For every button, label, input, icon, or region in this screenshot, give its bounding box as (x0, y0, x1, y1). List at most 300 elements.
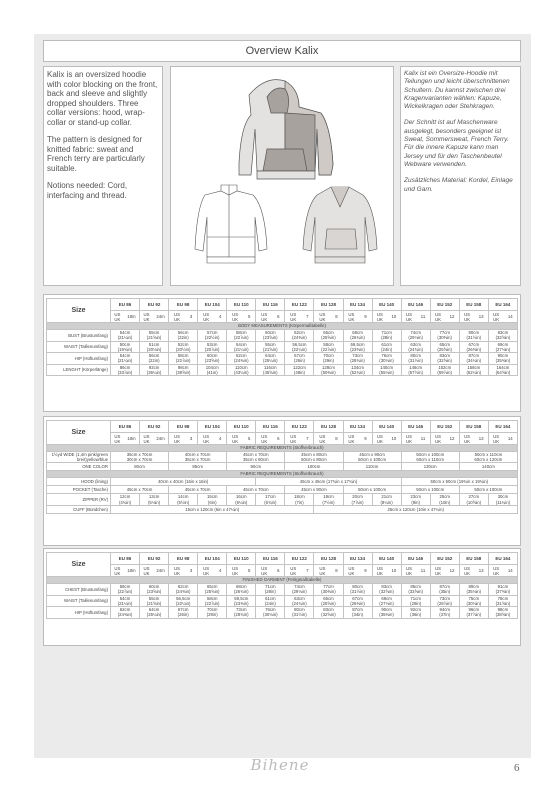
us-uk-wrap (460, 566, 488, 576)
us-uk-wrap (285, 434, 313, 444)
us-uk-size (140, 433, 169, 445)
us-label: US (114, 311, 121, 317)
row-label: WAIST (Taillenumfang) (47, 595, 111, 607)
value-inch: (29in) (322, 358, 334, 364)
value-cm: 62cm (177, 584, 189, 590)
fabric-cell (111, 452, 169, 463)
measurement-cell (401, 353, 430, 365)
row-label: HOOD (lining) (47, 478, 111, 486)
size-label: Size (47, 299, 111, 323)
value-inch: (35in) (439, 589, 451, 595)
fabric-requirements-body (47, 421, 518, 514)
uk-label: UK (290, 570, 297, 576)
measurement-cell (488, 364, 517, 376)
us-uk-wrap (198, 434, 226, 444)
us-uk-size (140, 311, 169, 323)
us-uk-wrap (285, 312, 313, 322)
pocket-cell: 45cm x 70cm (227, 486, 285, 494)
row-label: POCKET (Tasche) (47, 486, 111, 494)
us-label: US (114, 565, 121, 571)
measurement-cell (285, 595, 314, 607)
us-uk-size (227, 311, 256, 323)
value-inch: (25⅝in) (321, 600, 336, 606)
measurement-cell (459, 341, 488, 353)
zipper-cell (430, 494, 459, 505)
measurement-cell (140, 341, 169, 353)
measurement-cell (314, 330, 343, 342)
us-uk-wrap (402, 312, 430, 322)
value-cm: 92cm (148, 364, 160, 370)
value-cm: 59,5cm (350, 341, 365, 347)
us-uk-value: 24m (156, 436, 165, 441)
measurement-cell (459, 330, 488, 342)
eu-size-header: EU 110 (227, 299, 256, 311)
us-uk-labels (203, 434, 209, 444)
value-cm: 87cm (439, 584, 450, 590)
fabric-requirements-box (43, 416, 521, 546)
us-uk-size (430, 433, 459, 445)
value-inch: (31⅝in) (495, 600, 511, 606)
us-uk-labels (261, 566, 267, 576)
measurement-cell (169, 364, 198, 376)
uk-label: UK (203, 438, 210, 444)
measurement-cell (285, 341, 314, 353)
fabric-cell (227, 452, 285, 463)
eu-size-header: EU 158 (459, 553, 488, 565)
value-inch: (7½in) (322, 499, 335, 505)
uk-label: UK (114, 438, 121, 444)
fabric-amount-b: 35cm x 80cm (243, 457, 269, 463)
measurement-cell (372, 330, 401, 342)
value-cm: 62cm (294, 330, 305, 336)
us-uk-labels (319, 434, 325, 444)
value-inch: (52¾in) (350, 369, 365, 375)
value-cm: 68cm (236, 584, 247, 590)
us-uk-wrap (373, 434, 401, 444)
value-inch: (30⅛in) (466, 600, 482, 606)
value-cm: 55cm (148, 330, 160, 336)
us-uk-value: 6 (277, 436, 280, 441)
table-row (47, 311, 518, 323)
row-label: BUST (Brustumfang) (47, 330, 111, 342)
value-inch: (20⅞in) (204, 346, 220, 352)
cuff-cell: 25cm x 120cm (10in x 47¼in) (314, 505, 518, 513)
value-cm: 55cm (265, 341, 276, 347)
value-inch: (24⅜in) (117, 612, 133, 618)
eu-size-header: EU 92 (140, 299, 169, 311)
eu-size-header: EU 152 (430, 421, 459, 433)
uk-label: UK (376, 570, 383, 576)
value-cm: 76cm (381, 353, 392, 359)
value-inch: (33⅝in) (408, 589, 423, 595)
value-cm: 152cm (438, 364, 452, 370)
value-inch: (24in) (264, 600, 276, 606)
measurement-cell (227, 353, 256, 365)
value-cm: 73cm (236, 607, 247, 613)
intro-german (400, 66, 521, 286)
value-cm: 140cm (380, 364, 394, 370)
value-cm: 67cm (294, 353, 305, 359)
value-inch: (23⅝in) (146, 589, 162, 595)
us-uk-labels (114, 566, 120, 576)
value-cm: 73cm (352, 353, 363, 359)
value-cm: 92cm (410, 607, 421, 613)
us-uk-labels (493, 566, 499, 576)
value-cm: 77cm (439, 330, 450, 336)
zipper-cell (111, 494, 140, 505)
value-inch: (37⅞in) (466, 612, 482, 618)
us-label: US (174, 565, 181, 571)
eu-size-header: EU 140 (372, 421, 401, 433)
us-label: US (143, 311, 150, 317)
fabric-cell: 110cm (343, 463, 401, 471)
measurement-cell (198, 353, 227, 365)
table-row (47, 445, 518, 452)
hood-cell: 40cm x 40cm (16in x 16in) (111, 478, 256, 486)
value-inch: (32⅝in) (379, 589, 394, 595)
measurement-cell (111, 330, 140, 342)
value-cm: 77cm (323, 584, 334, 590)
table-row (47, 584, 518, 596)
measurement-cell (401, 341, 430, 353)
variant-yellow-blue: yellow/blue (86, 457, 108, 463)
value-cm: 54cm (236, 341, 247, 347)
uk-label: UK (435, 316, 441, 322)
us-uk-wrap (285, 566, 313, 576)
value-cm: 54cm (119, 595, 131, 601)
uk-label: UK (290, 316, 297, 322)
us-uk-wrap (169, 434, 197, 444)
value-inch: (28in) (264, 589, 276, 595)
measurement-cell (111, 607, 140, 619)
measurement-cell (459, 595, 488, 607)
value-inch: (37in) (439, 612, 451, 618)
us-uk-value: 13 (478, 314, 484, 319)
row-label: LENGHT (Körperlänge) (47, 364, 111, 376)
uk-label: UK (435, 438, 441, 444)
hoodie-front-colorblock (239, 80, 333, 179)
us-uk-size (198, 433, 227, 445)
uk-label: UK (493, 316, 500, 322)
measurement-cell (111, 341, 140, 353)
us-label: US (232, 433, 239, 439)
zipper-cell (372, 494, 401, 505)
intro-english (43, 66, 163, 286)
value-inch: (32⅝in) (495, 335, 511, 341)
value-inch: (7in) (295, 499, 304, 505)
value-inch: (21⅝in) (146, 600, 162, 606)
fabric-amount-b: 30cm x 70cm (126, 457, 153, 463)
value-inch: (37⅜in) (495, 589, 511, 595)
value-inch: (21¼in) (117, 335, 133, 341)
us-uk-labels (114, 434, 120, 444)
us-label: US (348, 433, 355, 439)
us-label: US (319, 433, 326, 439)
value-inch: (7⅞in) (351, 499, 364, 505)
measurement-cell (488, 595, 517, 607)
us-uk-value: 3 (189, 314, 193, 319)
measurement-cell (227, 595, 256, 607)
value-cm: 60cm (265, 330, 276, 336)
measurement-cell (198, 607, 227, 619)
value-inch: (23⅜in) (233, 600, 249, 606)
us-uk-labels (143, 566, 149, 576)
table-row (47, 433, 518, 445)
us-uk-value: 8 (335, 436, 338, 441)
value-inch: (26in) (293, 358, 305, 364)
measurement-cell (372, 584, 401, 596)
value-inch: (22⅞in) (175, 358, 191, 364)
uk-label: UK (493, 438, 500, 444)
measurement-cell (227, 607, 256, 619)
value-inch: (24in) (381, 346, 393, 352)
us-uk-value: 6 (277, 568, 280, 573)
measurement-cell (169, 330, 198, 342)
us-uk-labels (174, 434, 180, 444)
section-header: FABRIC REQUIREMENTS (Stoffverbrauch) (47, 471, 518, 478)
zipper-cell (140, 494, 169, 505)
value-cm: 91cm (497, 584, 509, 590)
us-uk-labels (348, 566, 354, 576)
us-label: US (143, 433, 150, 439)
value-cm: 23cm (410, 494, 421, 500)
us-uk-value: 10 (391, 314, 397, 319)
row-label: CUFF (Bündchen) (47, 505, 111, 513)
us-label: US (348, 565, 355, 571)
us-uk-size (285, 433, 314, 445)
us-uk-size (256, 565, 285, 577)
body-measurements-table (46, 298, 518, 376)
us-uk-labels (114, 312, 120, 322)
value-cm: 61cm (265, 595, 276, 601)
table-row (47, 471, 518, 478)
measurement-cell (372, 595, 401, 607)
value-cm: 86cm (119, 364, 131, 370)
eu-size-header: EU 146 (401, 553, 430, 565)
us-uk-value: 13 (478, 568, 484, 573)
value-cm: 54cm (119, 330, 131, 336)
us-uk-size (430, 565, 459, 577)
value-cm: 74cm (410, 330, 421, 336)
value-inch: (35⅜in) (379, 612, 394, 618)
measurement-cell (227, 341, 256, 353)
value-inch: (24¾in) (292, 600, 307, 606)
table-row (47, 553, 518, 565)
eu-size-header: EU 104 (198, 421, 227, 433)
value-cm: 87cm (468, 353, 480, 359)
pocket-cell: 45cm x 70cm (111, 486, 169, 494)
us-uk-labels (348, 312, 354, 322)
us-uk-wrap (169, 312, 197, 322)
us-uk-labels (261, 312, 267, 322)
zipper-cell (401, 494, 430, 505)
eu-size-header: EU 164 (488, 553, 517, 565)
value-cm: 67cm (468, 341, 480, 347)
value-inch: (31½in) (292, 612, 307, 618)
us-uk-labels (319, 312, 325, 322)
us-label: US (290, 565, 297, 571)
value-cm: 59,5cm (234, 595, 249, 601)
us-uk-value: 3 (189, 436, 193, 441)
measurement-cell (488, 607, 517, 619)
us-uk-labels (493, 434, 499, 444)
value-cm: 71cm (265, 584, 276, 590)
eu-size-header: EU 128 (314, 553, 343, 565)
table-row (47, 463, 518, 471)
eu-size-header: EU 104 (198, 553, 227, 565)
us-uk-size (111, 565, 140, 577)
measurement-cell (227, 364, 256, 376)
eu-size-header: EU 98 (169, 421, 198, 433)
measurement-cell (372, 353, 401, 365)
eu-size-header: EU 116 (256, 553, 285, 565)
value-cm: 80cm (410, 353, 421, 359)
value-inch: (27⅛in) (495, 346, 511, 352)
us-uk-wrap (140, 566, 168, 576)
zipper-cell (285, 494, 314, 505)
value-cm: 78cm (497, 595, 509, 601)
eu-size-header: EU 110 (227, 553, 256, 565)
value-inch: (35⅜in) (495, 358, 511, 364)
uk-label: UK (348, 570, 355, 576)
us-uk-labels (435, 312, 441, 322)
us-uk-size (343, 565, 372, 577)
us-uk-labels (377, 312, 383, 322)
value-inch: (24¾in) (408, 346, 423, 352)
us-uk-value: 4 (218, 436, 222, 441)
value-cm: 56,5cm (176, 595, 191, 601)
value-inch: (27⅛in) (379, 600, 394, 606)
intro-de-paragraph: Kalix ist ein Oversize-Hoodie mit Teilungen und leicht überschnittenen Schultern. Du kannst zwischen drei Kragenvarianten wählen: Kapuze, Wickelkragen oder Stehkragen. (404, 70, 510, 111)
value-inch: (29⅛in) (408, 335, 423, 341)
uk-label: UK (435, 570, 441, 576)
value-inch: (36in) (410, 612, 422, 618)
table-row (47, 505, 518, 513)
pocket-cell: 45cm x 70cm (169, 486, 227, 494)
us-uk-wrap (373, 312, 401, 322)
us-uk-value: 12 (449, 314, 455, 319)
us-uk-labels (319, 566, 325, 576)
value-cm: 67cm (352, 595, 363, 601)
value-inch: (11¾in) (495, 499, 511, 505)
us-uk-wrap (489, 312, 517, 322)
value-cm: 58cm (323, 341, 334, 347)
finished-garment-table (46, 552, 518, 619)
value-cm: 16cm (236, 494, 247, 500)
value-inch: (45⅝in) (263, 369, 278, 375)
us-uk-wrap (111, 566, 139, 576)
eu-size-header: EU 134 (343, 421, 372, 433)
us-uk-size (111, 433, 140, 445)
us-uk-size (401, 565, 430, 577)
us-uk-labels (493, 312, 499, 322)
us-uk-wrap (314, 312, 342, 322)
measurement-cell (459, 353, 488, 365)
measurement-cell (285, 607, 314, 619)
value-inch: (21¼in) (117, 600, 133, 606)
zipper-cell (459, 494, 488, 505)
measurement-cell (343, 595, 372, 607)
fabric-cell (459, 452, 517, 463)
fabric-cell: 130cm (401, 463, 459, 471)
value-inch: (6¼in) (235, 499, 248, 505)
us-uk-wrap (431, 434, 459, 444)
us-uk-labels (143, 312, 149, 322)
uk-label: UK (143, 316, 150, 322)
us-uk-value: 7 (306, 568, 309, 573)
page-title: Overview Kalix (43, 40, 521, 62)
us-label: US (493, 433, 500, 439)
us-uk-wrap (256, 312, 284, 322)
us-uk-wrap (314, 434, 342, 444)
measurement-cell (372, 341, 401, 353)
value-cm: 70cm (323, 353, 334, 359)
value-cm: 21cm (381, 494, 392, 500)
fabric-amount-b: 60cm x 120cm (474, 457, 503, 463)
us-uk-wrap (344, 312, 372, 322)
us-uk-size (314, 311, 343, 323)
measurement-cell (140, 353, 169, 365)
value-cm: 60cm (206, 353, 218, 359)
value-cm: 65cm (323, 595, 334, 601)
value-cm: 20cm (352, 494, 363, 500)
measurement-cell (343, 341, 372, 353)
value-cm: 65cm (206, 584, 218, 590)
value-cm: 71cm (381, 330, 392, 336)
fabric-cell (401, 452, 459, 463)
value-cm: 13cm (148, 494, 160, 500)
us-uk-size (488, 311, 517, 323)
measurement-cell (256, 584, 285, 596)
us-uk-value: 9 (364, 568, 367, 573)
value-cm: 58cm (206, 595, 218, 601)
us-uk-wrap (227, 434, 255, 444)
value-inch: (29⅛in) (292, 589, 307, 595)
zipper-cell (256, 494, 285, 505)
page-number: 6 (514, 762, 520, 774)
us-uk-size (488, 565, 517, 577)
uk-label: UK (319, 570, 326, 576)
measurement-cell (285, 584, 314, 596)
us-uk-labels (203, 312, 209, 322)
us-uk-wrap (227, 312, 255, 322)
uk-label: UK (174, 438, 181, 444)
us-label: US (174, 433, 181, 439)
us-uk-value: 13 (478, 436, 484, 441)
us-uk-value: 18m (127, 436, 136, 441)
us-uk-labels (377, 566, 383, 576)
us-uk-size (459, 565, 488, 577)
value-inch: (26¾in) (350, 335, 365, 341)
intro-en-paragraph: Kalix is an oversized hoodie with color blocking on the front, back and sleeve and slightly dropped shoulders. Three collar versions: hood, wrap-collar or stand-up collar. (47, 70, 158, 127)
uk-label: UK (232, 316, 239, 322)
us-uk-size (314, 565, 343, 577)
zipper-cell (488, 494, 517, 505)
finished-garment-box (43, 548, 521, 646)
us-label: US (464, 311, 471, 317)
value-inch: (22¼in) (292, 346, 307, 352)
fabric-cell: 100cm (285, 463, 343, 471)
value-inch: (19¾in) (117, 346, 133, 352)
value-cm: 90cm (381, 607, 392, 613)
measurement-cell (430, 607, 459, 619)
value-inch: (41in) (206, 369, 218, 375)
value-cm: 12cm (119, 494, 131, 500)
measurement-cell (314, 353, 343, 365)
us-uk-size (488, 433, 517, 445)
measurement-cell (111, 353, 140, 365)
wrap-collar-sweater-drawing (303, 187, 377, 263)
